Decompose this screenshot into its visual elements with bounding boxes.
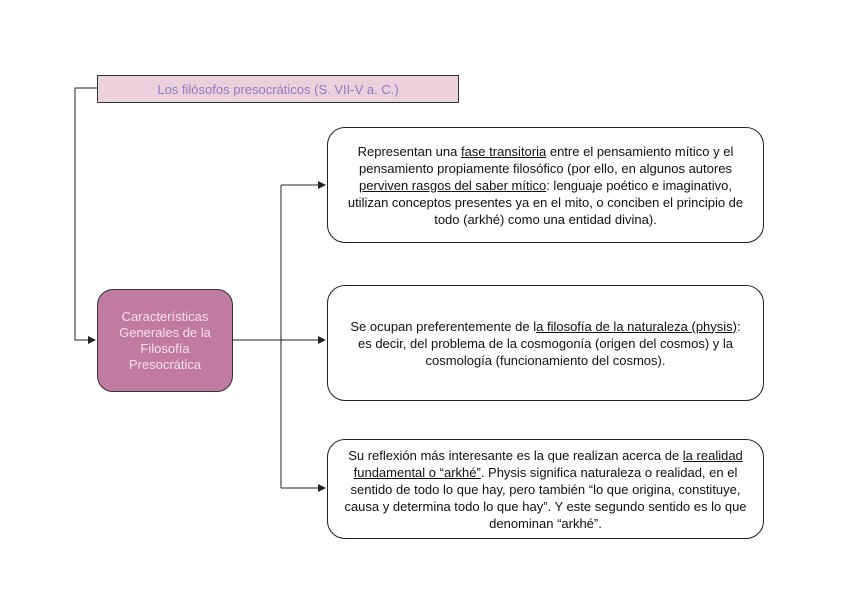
card-2-underlined-segment: a filosofía de la naturaleza (physis) — [536, 318, 737, 334]
characteristic-card-3-text — [344, 447, 747, 532]
characteristic-card-3 — [327, 439, 764, 539]
diagram-title-text: Los filósofos presocráticos (S. VII-V a. C.) — [157, 81, 399, 97]
characteristic-card-2-text — [344, 318, 747, 369]
diagram-title — [97, 75, 459, 103]
central-concept-node — [97, 289, 233, 392]
card-1-text-segment: Representan una — [357, 143, 461, 159]
card-2-text-segment: : es decir, del problema de la cosmogonía (origen del cosmos) y la cosmología (funcionamiento del cosmos). — [357, 318, 741, 368]
card-3-underlined-segment: la realidad fundamental o “arkhé” — [353, 447, 743, 480]
card-1-underlined-segment: fase transitoria — [460, 143, 547, 159]
characteristic-card-1-text — [344, 143, 747, 228]
card-3-text-segment: . Physis significa naturaleza o realidad, en el sentido de todo lo que hay, pero también “lo que origina, constituye, causa y determina todo lo que hay”. Y este segundo sentido es lo que denominan “arkhé”. — [344, 464, 747, 531]
characteristic-card-1 — [327, 127, 764, 243]
title-to-center-connector — [75, 88, 97, 340]
characteristic-card-2 — [327, 285, 764, 401]
card-1-text-segment: entre el pensamiento mítico y el pensamiento propiamente filosófico (por ello, en algunos autores — [359, 143, 734, 176]
central-concept-text: Características Generales de la Filosofía Presocrática — [119, 308, 211, 372]
card-3-text-segment: Su reflexión más interesante es la que realizan acerca de — [348, 447, 683, 463]
card-1-text-segment: : lenguaje poético e imaginativo, utilizan conceptos presentes ya en el mito, o conciben el principio de todo (arkhé) como una entidad divina). — [347, 177, 744, 227]
card-2-text-segment: Se ocupan preferentemente de l — [350, 318, 537, 334]
card-1-underlined-segment: perviven rasgos del saber mítico — [359, 177, 547, 193]
